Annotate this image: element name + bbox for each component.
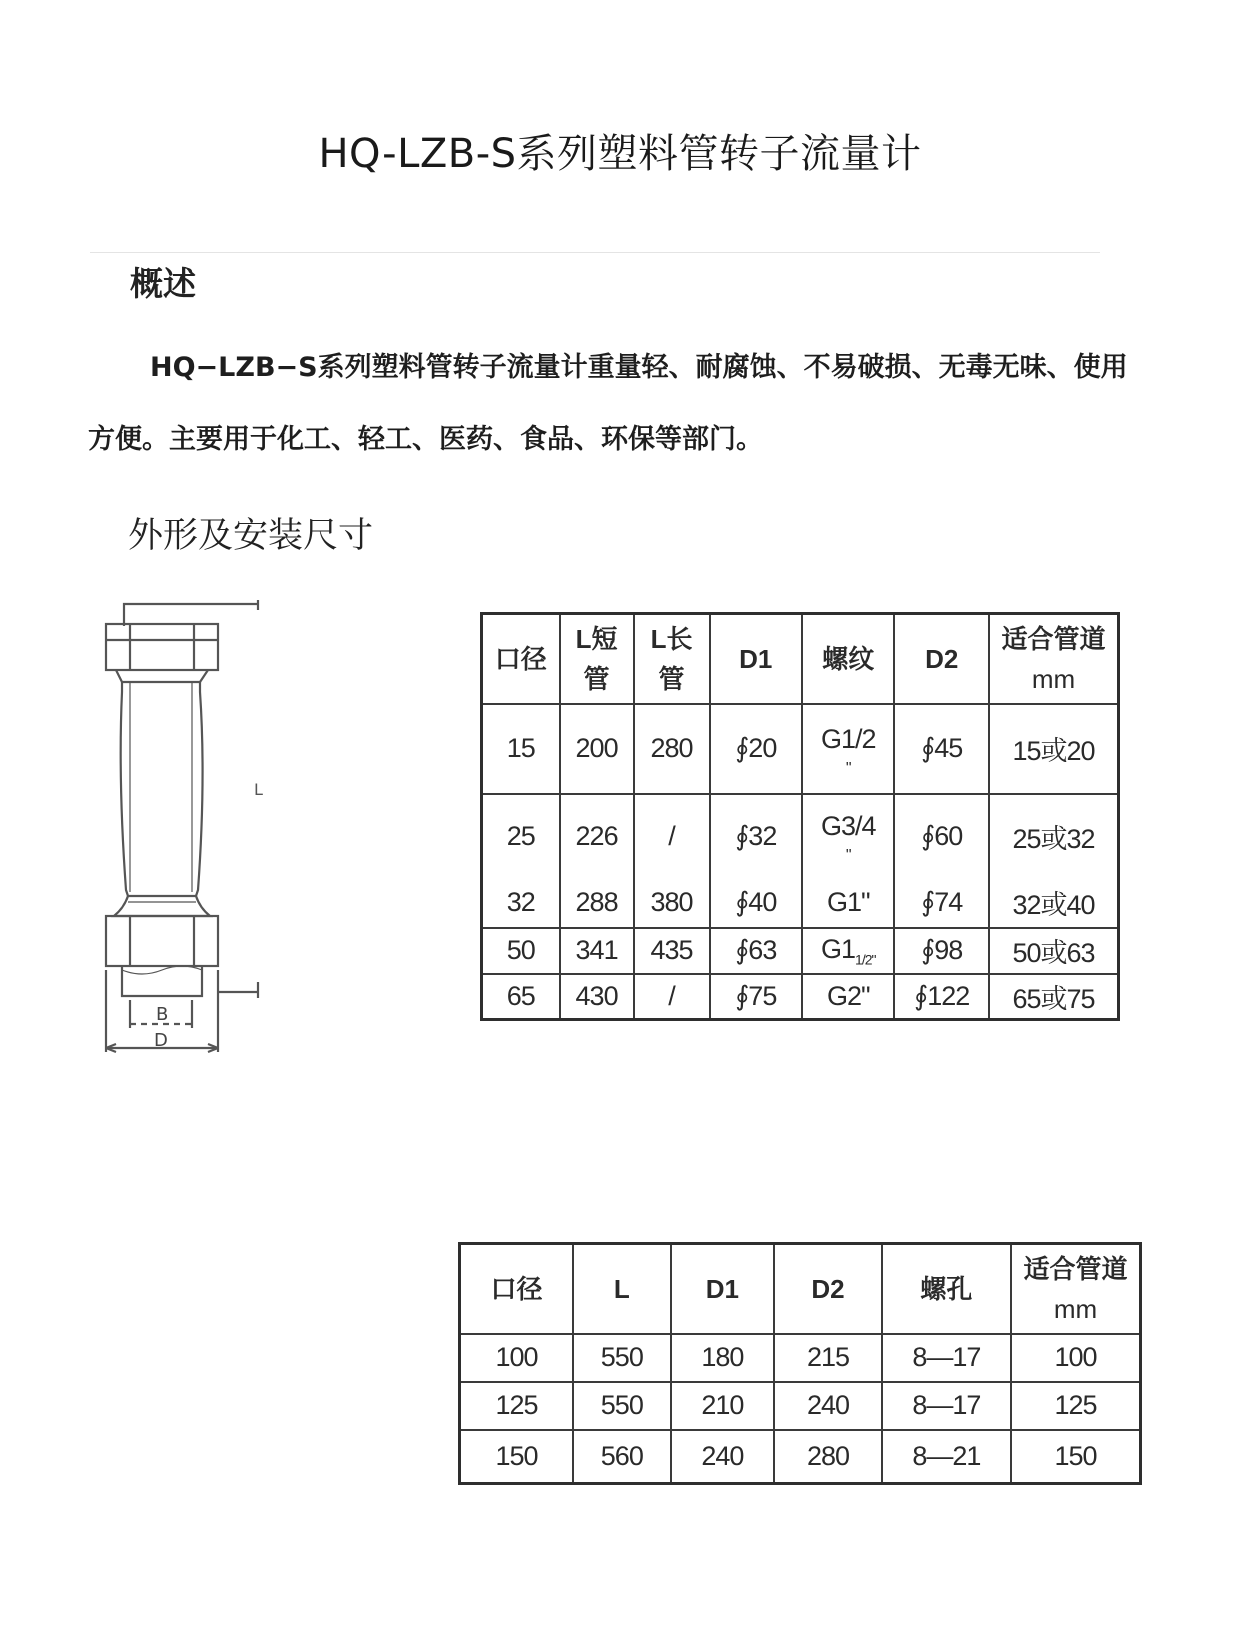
overview-text: HQ−LZB−S系列塑料管转子流量计重量轻、耐腐蚀、不易破损、无毒无味、使用方便。主要用于化工、轻工、医药、食品、环保等部门。 (88, 352, 1128, 455)
table-row (460, 1430, 1141, 1484)
table-cell: 150 (460, 1430, 574, 1484)
table-cell: 200 (560, 704, 634, 794)
table-cell: ∮98 (894, 928, 989, 974)
table-cell: 380 (634, 878, 710, 928)
table-cell: 560 (573, 1430, 671, 1484)
divider (90, 252, 1100, 253)
table-cell: 25或32 (989, 794, 1119, 878)
table-cell: G1/2 " (802, 704, 894, 794)
table-header-row (482, 614, 1119, 704)
header-cell: 螺孔 (882, 1244, 1011, 1334)
table-cell: 280 (634, 704, 710, 794)
spec-table-threaded (480, 612, 1120, 1021)
table-row (482, 704, 1119, 794)
table-cell: 32或40 (989, 878, 1119, 928)
top-nut (106, 624, 218, 670)
header-cell: D1 (671, 1244, 775, 1334)
table-cell: 25 (482, 794, 560, 878)
table-cell: 125 (460, 1382, 574, 1430)
table-header-row (460, 1244, 1141, 1334)
table-cell: G2" (802, 974, 894, 1020)
table-cell: 8—17 (882, 1382, 1011, 1430)
dimensions-heading: 外形及安装尺寸 (128, 516, 374, 556)
table-cell: ∮40 (710, 878, 802, 928)
table-cell: G3/4 " (802, 794, 894, 878)
table-cell: 150 (1011, 1430, 1140, 1484)
table-cell: ∮74 (894, 878, 989, 928)
header-cell: 口径 (482, 614, 560, 704)
header-cell: L (573, 1244, 671, 1334)
table-cell: 226 (560, 794, 634, 878)
table-row (460, 1334, 1141, 1382)
table-cell: ∮63 (710, 928, 802, 974)
table-cell: 8—17 (882, 1334, 1011, 1382)
header-cell: D2 (774, 1244, 882, 1334)
header-cell: D1 (710, 614, 802, 704)
header-cell: L短 管 (560, 614, 634, 704)
table-cell: 550 (573, 1334, 671, 1382)
table-cell: G1" (802, 878, 894, 928)
table-row (482, 974, 1119, 1020)
table-cell: / (634, 794, 710, 878)
table-cell: 65或75 (989, 974, 1119, 1020)
overview-heading: 概述 (130, 264, 196, 303)
header-cell: 适合管道 mm (1011, 1244, 1140, 1334)
label-d: D (154, 1030, 168, 1051)
table-cell: 50或63 (989, 928, 1119, 974)
table-cell: 430 (560, 974, 634, 1020)
table-cell: 8—21 (882, 1430, 1011, 1484)
table-cell: 32 (482, 878, 560, 928)
label-b: B (156, 1004, 169, 1025)
table-row (460, 1382, 1141, 1430)
header-cell: D2 (894, 614, 989, 704)
table-cell: 100 (460, 1334, 574, 1382)
table-cell: 550 (573, 1382, 671, 1430)
top-dim-line (124, 604, 258, 626)
header-cell: 螺纹 (802, 614, 894, 704)
table-cell: ∮45 (894, 704, 989, 794)
table-cell: $G1_{1/2"}$ (802, 928, 894, 974)
label-l: L (254, 780, 263, 799)
table-cell: ∮32 (710, 794, 802, 878)
table-row (482, 794, 1119, 878)
tube-right (196, 682, 203, 896)
table-cell: 210 (671, 1382, 775, 1430)
table-cell: 435 (634, 928, 710, 974)
bottom-nut (106, 916, 218, 966)
table-cell: ∮20 (710, 704, 802, 794)
header-cell: 适合管道 mm (989, 614, 1119, 704)
flowmeter-drawing (100, 600, 280, 1100)
table-cell: 125 (1011, 1382, 1140, 1430)
tube-left (121, 682, 128, 896)
table-cell: ∮75 (710, 974, 802, 1020)
page-title: HQ-LZB-S系列塑料管转子流量计 (318, 131, 922, 177)
header-cell: 口径 (460, 1244, 574, 1334)
table-cell: 215 (774, 1334, 882, 1382)
table-cell: / (634, 974, 710, 1020)
table-cell: ∮122 (894, 974, 989, 1020)
table-cell: 240 (671, 1430, 775, 1484)
table-cell: 65 (482, 974, 560, 1020)
table-cell: 288 (560, 878, 634, 928)
table-row (482, 878, 1119, 928)
table-cell: 341 (560, 928, 634, 974)
table-cell: 280 (774, 1430, 882, 1484)
table-cell: 15 (482, 704, 560, 794)
table-cell: ∮60 (894, 794, 989, 878)
table-cell: 240 (774, 1382, 882, 1430)
table-row (482, 928, 1119, 974)
table-cell: 180 (671, 1334, 775, 1382)
table-cell: 15或20 (989, 704, 1119, 794)
header-cell: L长 管 (634, 614, 710, 704)
table-cell: 100 (1011, 1334, 1140, 1382)
spec-table-flanged (458, 1242, 1142, 1485)
table-cell: 50 (482, 928, 560, 974)
